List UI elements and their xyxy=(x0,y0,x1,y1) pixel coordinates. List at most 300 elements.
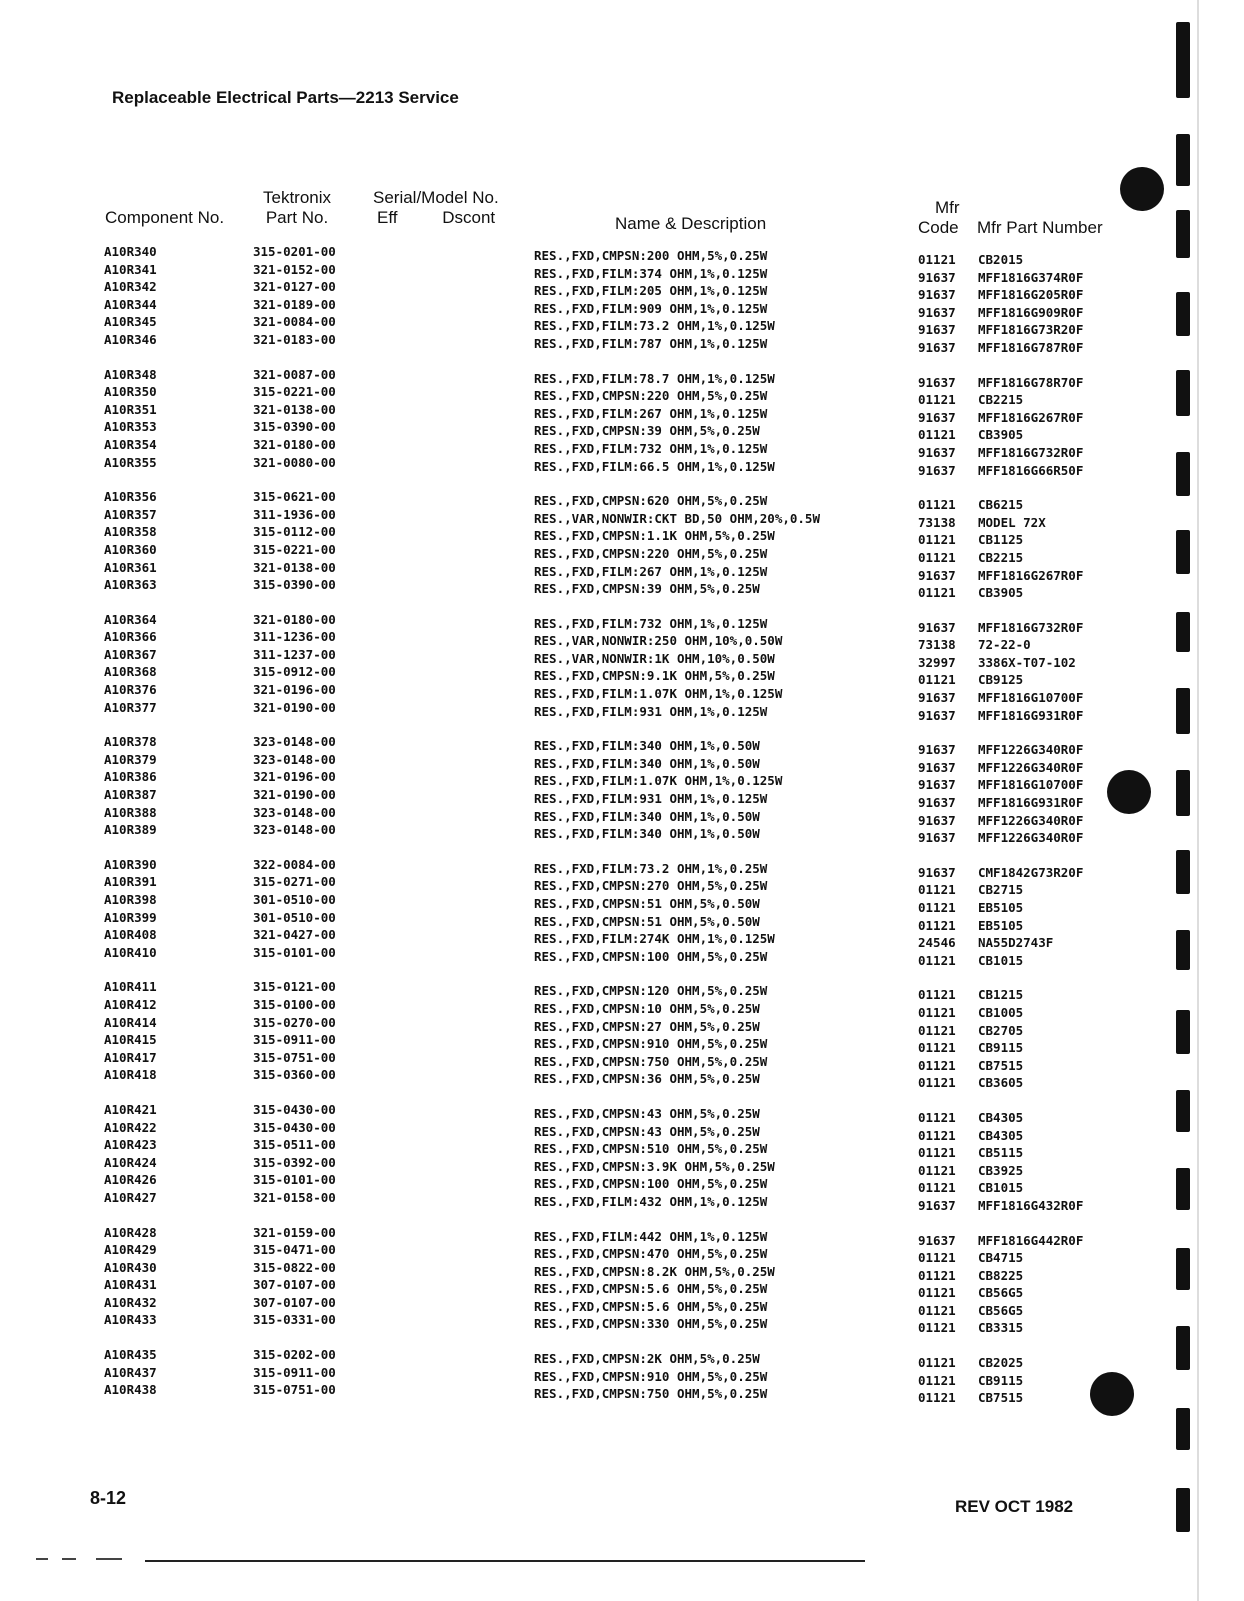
table-row xyxy=(0,944,1150,968)
column-header-name-description: Name & Description xyxy=(615,214,767,233)
component-number-cell: A10R366 xyxy=(104,629,157,645)
component-number-cell: A10R353 xyxy=(104,419,157,435)
tektronix-part-cell: 315-0112-00 xyxy=(253,524,336,540)
mfr-part-number-cell: CB8225 xyxy=(978,1267,1024,1283)
table-row xyxy=(0,1067,1150,1091)
table-row xyxy=(0,261,1150,285)
tektronix-part-cell: 321-0138-00 xyxy=(253,401,336,417)
table-row xyxy=(0,436,1150,460)
table-row xyxy=(0,822,1150,846)
edge-tab-mark xyxy=(1176,850,1190,894)
mfr-code-cell: 73138 xyxy=(918,637,956,653)
description-cell: RES.,FXD,CMPSN:36 OHM,5%,0.25W xyxy=(534,1071,760,1087)
mfr-part-number-cell: CB56G5 xyxy=(978,1285,1024,1301)
table-row xyxy=(0,331,1150,355)
description-cell: RES.,FXD,CMPSN:2K OHM,5%,0.25W xyxy=(534,1351,760,1367)
bottom-rule xyxy=(145,1560,865,1562)
mfr-part-number-cell: CB2215 xyxy=(978,549,1024,565)
mfr-code-cell: 01121 xyxy=(918,549,956,565)
bottom-dash xyxy=(36,1558,48,1560)
tektronix-part-cell: 315-0100-00 xyxy=(253,996,336,1012)
component-number-cell: A10R388 xyxy=(104,804,157,820)
mfr-part-number-cell: 72-22-0 xyxy=(978,637,1031,653)
mfr-part-number-cell: CB9115 xyxy=(978,1372,1024,1388)
tektronix-part-cell: 301-0510-00 xyxy=(253,892,336,907)
tektronix-part-cell: 301-0510-00 xyxy=(253,909,336,925)
mfr-code-cell: 01121 xyxy=(918,252,956,267)
mfr-code-cell: 91637 xyxy=(918,1197,956,1213)
tektronix-part-cell: 311-1936-00 xyxy=(253,506,336,522)
description-cell: RES.,FXD,CMPSN:270 OHM,5%,0.25W xyxy=(534,878,768,894)
column-header-serial-line1: Serial/Model No. xyxy=(373,188,499,207)
tektronix-part-cell: 315-0430-00 xyxy=(253,1119,336,1135)
table-row xyxy=(0,892,1150,915)
description-cell: RES.,FXD,CMPSN:5.6 OHM,5%,0.25W xyxy=(534,1298,768,1314)
mfr-code-cell: 01121 xyxy=(918,585,956,601)
mfr-part-number-cell: MFF1816G931R0F xyxy=(978,707,1084,723)
edge-tab-mark xyxy=(1176,1326,1190,1370)
table-row xyxy=(0,1347,1150,1371)
tektronix-part-cell: 315-0751-00 xyxy=(253,1382,336,1398)
component-number-cell: A10R408 xyxy=(104,927,157,943)
component-number-cell: A10R410 xyxy=(104,944,157,960)
table-row xyxy=(0,524,1150,548)
tektronix-part-cell: 315-0390-00 xyxy=(253,577,336,593)
component-number-cell: A10R438 xyxy=(104,1382,157,1398)
description-cell: RES.,FXD,CMPSN:470 OHM,5%,0.25W xyxy=(534,1246,768,1262)
mfr-code-cell: 01121 xyxy=(918,1355,956,1371)
mfr-code-cell: 91637 xyxy=(918,795,956,811)
component-number-cell: A10R348 xyxy=(104,366,157,382)
parts-group xyxy=(0,1224,1150,1336)
mfr-code-cell: 01121 xyxy=(918,1267,956,1283)
mfr-code-cell: 91637 xyxy=(918,444,956,460)
edge-tab-mark xyxy=(1176,1408,1190,1450)
mfr-code-cell: 01121 xyxy=(918,882,956,898)
component-number-cell: A10R430 xyxy=(104,1259,157,1275)
tektronix-part-cell: 307-0107-00 xyxy=(253,1277,336,1293)
mfr-code-cell: 91637 xyxy=(918,304,956,320)
mfr-code-cell: 91637 xyxy=(918,777,956,793)
description-cell: RES.,FXD,FILM:931 OHM,1%,0.125W xyxy=(534,791,768,807)
table-row xyxy=(0,734,1150,758)
description-cell: RES.,FXD,FILM:205 OHM,1%,0.125W xyxy=(534,283,768,299)
binder-hole-mark xyxy=(1090,1372,1134,1416)
mfr-part-number-cell: CB2215 xyxy=(978,392,1024,408)
tektronix-part-cell: 315-0121-00 xyxy=(253,979,336,995)
description-cell: RES.,FXD,FILM:73.2 OHM,1%,0.125W xyxy=(534,318,775,334)
component-number-cell: A10R437 xyxy=(104,1364,157,1380)
description-cell: RES.,FXD,CMPSN:10 OHM,5%,0.25W xyxy=(534,1000,760,1016)
mfr-code-cell: 01121 xyxy=(918,672,956,688)
description-cell: RES.,FXD,FILM:1.07K OHM,1%,0.125W xyxy=(534,773,783,789)
parts-group xyxy=(0,979,1150,1091)
mfr-part-number-cell: MFF1816G10700F xyxy=(978,777,1084,793)
bottom-dash xyxy=(62,1558,76,1560)
tektronix-part-cell: 321-0127-00 xyxy=(253,279,336,295)
component-number-cell: A10R354 xyxy=(104,436,157,452)
mfr-code-cell: 01121 xyxy=(918,987,956,1003)
table-row xyxy=(0,804,1150,828)
description-cell: RES.,FXD,CMPSN:51 OHM,5%,0.50W xyxy=(534,896,760,911)
tektronix-part-cell: 315-0221-00 xyxy=(253,541,336,557)
table-row xyxy=(0,559,1150,583)
mfr-part-number-cell: CB6215 xyxy=(978,497,1024,513)
tektronix-part-cell: 321-0087-00 xyxy=(253,366,336,382)
parts-table xyxy=(0,244,1150,1417)
mfr-code-cell: 91637 xyxy=(918,707,956,723)
table-row xyxy=(0,1242,1150,1266)
table-row xyxy=(0,751,1150,775)
tektronix-part-cell: 315-0392-00 xyxy=(253,1154,336,1170)
table-row xyxy=(0,699,1150,723)
binder-hole-mark xyxy=(1120,167,1164,211)
table-row xyxy=(0,366,1150,390)
component-number-cell: A10R344 xyxy=(104,296,157,312)
component-number-cell: A10R367 xyxy=(104,646,157,662)
description-cell: RES.,FXD,CMPSN:910 OHM,5%,0.25W xyxy=(534,1036,768,1052)
tektronix-part-cell: 315-0360-00 xyxy=(253,1067,336,1083)
mfr-part-number-cell: CB1125 xyxy=(978,532,1024,548)
tektronix-part-cell: 321-0189-00 xyxy=(253,296,336,312)
description-cell: RES.,FXD,FILM:73.2 OHM,1%,0.25W xyxy=(534,860,768,876)
mfr-code-cell: 91637 xyxy=(918,287,956,303)
table-row xyxy=(0,1312,1150,1336)
description-cell: RES.,FXD,CMPSN:200 OHM,5%,0.25W xyxy=(534,248,768,263)
tektronix-part-cell: 315-0912-00 xyxy=(253,664,336,680)
bottom-dash xyxy=(96,1558,122,1560)
description-cell: RES.,FXD,FILM:432 OHM,1%,0.125W xyxy=(534,1193,768,1209)
column-header-component: Component No. xyxy=(105,208,225,227)
tektronix-part-cell: 315-0390-00 xyxy=(253,419,336,435)
description-cell: RES.,FXD,CMPSN:5.6 OHM,5%,0.25W xyxy=(534,1281,768,1297)
mfr-part-number-cell: CB5115 xyxy=(978,1145,1024,1161)
edge-tab-mark xyxy=(1176,530,1190,574)
parts-group xyxy=(0,244,1150,355)
edge-tab-mark xyxy=(1176,1488,1190,1532)
component-number-cell: A10R376 xyxy=(104,682,157,698)
description-cell: RES.,FXD,CMPSN:8.2K OHM,5%,0.25W xyxy=(534,1263,775,1279)
tektronix-part-cell: 315-0822-00 xyxy=(253,1259,336,1275)
tektronix-part-cell: 315-0331-00 xyxy=(253,1312,336,1328)
mfr-part-number-cell: MFF1816G73R20F xyxy=(978,322,1084,338)
mfr-part-number-cell: MFF1816G442R0F xyxy=(978,1232,1084,1248)
table-row xyxy=(0,244,1150,267)
table-row xyxy=(0,646,1150,670)
mfr-part-number-cell: 3386X-T07-102 xyxy=(978,654,1076,670)
description-cell: RES.,FXD,FILM:732 OHM,1%,0.125W xyxy=(534,615,768,631)
description-cell: RES.,FXD,CMPSN:750 OHM,5%,0.25W xyxy=(534,1386,768,1402)
mfr-code-cell: 01121 xyxy=(918,1320,956,1336)
mfr-part-number-cell: MFF1816G78R70F xyxy=(978,374,1084,390)
edge-tab-mark xyxy=(1176,370,1190,416)
tektronix-part-cell: 315-0911-00 xyxy=(253,1032,336,1048)
table-row xyxy=(0,996,1150,1020)
description-cell: RES.,FXD,CMPSN:510 OHM,5%,0.25W xyxy=(534,1141,768,1157)
tektronix-part-cell: 323-0148-00 xyxy=(253,822,336,838)
component-number-cell: A10R363 xyxy=(104,577,157,593)
parts-group xyxy=(0,611,1150,723)
table-row xyxy=(0,1277,1150,1301)
table-row xyxy=(0,769,1150,793)
description-cell: RES.,FXD,FILM:787 OHM,1%,0.125W xyxy=(534,335,768,351)
mfr-part-number-cell: CB3905 xyxy=(978,585,1024,601)
edge-tab-mark xyxy=(1176,612,1190,652)
tektronix-part-cell: 321-0427-00 xyxy=(253,927,336,943)
tektronix-part-cell: 311-1236-00 xyxy=(253,629,336,645)
binder-hole-mark xyxy=(1107,770,1151,814)
table-row xyxy=(0,506,1150,530)
mfr-code-cell: 01121 xyxy=(918,952,956,968)
component-number-cell: A10R422 xyxy=(104,1119,157,1135)
column-header-serial-model xyxy=(373,188,499,228)
mfr-part-number-cell: MFF1816G205R0F xyxy=(978,287,1084,303)
component-number-cell: A10R423 xyxy=(104,1137,157,1153)
tektronix-part-cell: 321-0196-00 xyxy=(253,682,336,698)
tektronix-part-cell: 321-0180-00 xyxy=(253,436,336,452)
column-header-serial-subheads xyxy=(373,208,499,228)
description-cell: RES.,FXD,CMPSN:43 OHM,5%,0.25W xyxy=(534,1123,760,1139)
component-number-cell: A10R433 xyxy=(104,1312,157,1328)
mfr-code-cell: 01121 xyxy=(918,917,956,933)
mfr-part-number-cell: MFF1816G374R0F xyxy=(978,269,1084,285)
description-cell: RES.,FXD,FILM:78.7 OHM,1%,0.125W xyxy=(534,370,775,386)
column-header-mfr-code xyxy=(918,198,960,238)
page-edge-rule xyxy=(1197,0,1199,1601)
mfr-part-number-cell: MODEL 72X xyxy=(978,514,1046,530)
tektronix-part-cell: 315-0101-00 xyxy=(253,1172,336,1188)
description-cell: RES.,FXD,CMPSN:910 OHM,5%,0.25W xyxy=(534,1368,768,1384)
mfr-part-number-cell: CB1015 xyxy=(978,1180,1024,1196)
description-cell: RES.,FXD,CMPSN:220 OHM,5%,0.25W xyxy=(534,388,768,404)
description-cell: RES.,FXD,FILM:267 OHM,1%,0.125W xyxy=(534,405,768,421)
column-header-tektronix-part xyxy=(263,188,331,228)
description-cell: RES.,FXD,FILM:374 OHM,1%,0.125W xyxy=(534,265,768,281)
edge-tab-mark xyxy=(1176,1090,1190,1132)
mfr-code-cell: 01121 xyxy=(918,1109,956,1125)
tektronix-part-cell: 315-0271-00 xyxy=(253,874,336,890)
mfr-part-number-cell: CB7515 xyxy=(978,1390,1024,1406)
tektronix-part-cell: 315-0430-00 xyxy=(253,1101,336,1117)
mfr-code-cell: 01121 xyxy=(918,1075,956,1091)
description-cell: RES.,FXD,FILM:909 OHM,1%,0.125W xyxy=(534,300,768,316)
mfr-part-number-cell: EB5105 xyxy=(978,917,1024,933)
mfr-part-number-cell: CB9115 xyxy=(978,1040,1024,1056)
tektronix-part-cell: 321-0138-00 xyxy=(253,559,336,575)
description-cell: RES.,FXD,CMPSN:43 OHM,5%,0.25W xyxy=(534,1105,760,1121)
table-row xyxy=(0,1224,1150,1248)
table-row xyxy=(0,787,1150,811)
column-header-mfr-line1: Mfr xyxy=(935,198,960,217)
column-header-mfr-line2: Code xyxy=(918,218,959,237)
mfr-part-number-cell: CB3315 xyxy=(978,1320,1024,1336)
component-number-cell: A10R351 xyxy=(104,401,157,417)
table-row xyxy=(0,1137,1150,1161)
component-number-cell: A10R415 xyxy=(104,1032,157,1048)
mfr-part-number-cell: MFF1226G340R0F xyxy=(978,742,1084,758)
tektronix-part-cell: 321-0190-00 xyxy=(253,787,336,803)
parts-group xyxy=(0,489,1150,601)
description-cell: RES.,FXD,FILM:1.07K OHM,1%,0.125W xyxy=(534,686,783,702)
component-number-cell: A10R412 xyxy=(104,996,157,1012)
description-cell: RES.,FXD,FILM:732 OHM,1%,0.125W xyxy=(534,440,768,456)
mfr-part-number-cell: NA55D2743F xyxy=(978,935,1054,951)
parts-group xyxy=(0,1101,1150,1213)
table-row xyxy=(0,611,1150,635)
description-cell: RES.,VAR,NONWIR:1K OHM,10%,0.50W xyxy=(534,650,775,666)
table-row xyxy=(0,909,1150,933)
column-header-mfr-part-number: Mfr Part Number xyxy=(977,218,1103,237)
tektronix-part-cell: 321-0190-00 xyxy=(253,699,336,715)
component-number-cell: A10R346 xyxy=(104,331,157,347)
mfr-part-number-cell: CB7515 xyxy=(978,1057,1024,1073)
mfr-code-cell: 01121 xyxy=(918,1372,956,1388)
component-number-cell: A10R435 xyxy=(104,1347,157,1363)
edge-tab-mark xyxy=(1176,134,1190,186)
tektronix-part-cell: 321-0158-00 xyxy=(253,1189,336,1205)
component-number-cell: A10R387 xyxy=(104,787,157,803)
mfr-code-cell: 01121 xyxy=(918,1127,956,1143)
mfr-part-number-cell: CB56G5 xyxy=(978,1302,1024,1318)
tektronix-part-cell: 315-0201-00 xyxy=(253,244,336,259)
description-cell: RES.,FXD,FILM:442 OHM,1%,0.125W xyxy=(534,1228,768,1244)
mfr-code-cell: 91637 xyxy=(918,462,956,478)
edge-tab-mark xyxy=(1176,930,1190,970)
tektronix-part-cell: 315-0202-00 xyxy=(253,1347,336,1363)
component-number-cell: A10R379 xyxy=(104,751,157,767)
mfr-code-cell: 01121 xyxy=(918,1162,956,1178)
mfr-part-number-cell: MFF1816G732R0F xyxy=(978,444,1084,460)
edge-tab-mark xyxy=(1176,1010,1190,1054)
mfr-code-cell: 91637 xyxy=(918,619,956,635)
mfr-code-cell: 91637 xyxy=(918,1232,956,1248)
column-header-dscont: Dscont xyxy=(442,208,496,227)
mfr-code-cell: 91637 xyxy=(918,567,956,583)
table-row xyxy=(0,401,1150,425)
description-cell: RES.,FXD,CMPSN:100 OHM,5%,0.25W xyxy=(534,948,768,964)
edge-tab-mark xyxy=(1176,452,1190,496)
table-row xyxy=(0,1364,1150,1388)
description-cell: RES.,FXD,CMPSN:120 OHM,5%,0.25W xyxy=(534,983,768,999)
table-row xyxy=(0,1189,1150,1213)
component-number-cell: A10R350 xyxy=(104,384,157,400)
component-number-cell: A10R428 xyxy=(104,1224,157,1240)
table-row xyxy=(0,1382,1150,1406)
tektronix-part-cell: 323-0148-00 xyxy=(253,734,336,750)
component-number-cell: A10R364 xyxy=(104,611,157,627)
component-number-cell: A10R355 xyxy=(104,454,157,470)
mfr-code-cell: 01121 xyxy=(918,1180,956,1196)
component-number-cell: A10R391 xyxy=(104,874,157,890)
mfr-code-cell: 91637 xyxy=(918,339,956,355)
tektronix-part-cell: 323-0148-00 xyxy=(253,804,336,820)
mfr-part-number-cell: MFF1816G66R50F xyxy=(978,462,1084,478)
component-number-cell: A10R377 xyxy=(104,699,157,715)
description-cell: RES.,FXD,CMPSN:330 OHM,5%,0.25W xyxy=(534,1316,768,1332)
tektronix-part-cell: 321-0159-00 xyxy=(253,1224,336,1240)
table-row xyxy=(0,577,1150,601)
description-cell: RES.,FXD,CMPSN:3.9K OHM,5%,0.25W xyxy=(534,1158,775,1174)
table-row xyxy=(0,314,1150,338)
table-row xyxy=(0,1154,1150,1178)
mfr-part-number-cell: MFF1226G340R0F xyxy=(978,759,1084,775)
page-header: Replaceable Electrical Parts—2213 Service xyxy=(112,88,459,107)
component-number-cell: A10R386 xyxy=(104,769,157,785)
mfr-code-cell: 91637 xyxy=(918,742,956,758)
table-row xyxy=(0,279,1150,303)
mfr-part-number-cell: MFF1816G267R0F xyxy=(978,567,1084,583)
tektronix-part-cell: 321-0183-00 xyxy=(253,331,336,347)
tektronix-part-cell: 315-0471-00 xyxy=(253,1242,336,1258)
table-row xyxy=(0,1259,1150,1283)
mfr-part-number-cell: CB1005 xyxy=(978,1004,1024,1020)
table-row xyxy=(0,979,1150,1003)
mfr-part-number-cell: CMF1842G73R20F xyxy=(978,864,1084,880)
mfr-part-number-cell: CB2025 xyxy=(978,1355,1024,1371)
mfr-part-number-cell: MFF1816G732R0F xyxy=(978,619,1084,635)
description-cell: RES.,FXD,CMPSN:39 OHM,5%,0.25W xyxy=(534,581,760,597)
description-cell: RES.,FXD,FILM:274K OHM,1%,0.125W xyxy=(534,931,775,947)
component-number-cell: A10R358 xyxy=(104,524,157,540)
mfr-code-cell: 91637 xyxy=(918,690,956,706)
mfr-part-number-cell: CB3605 xyxy=(978,1075,1024,1091)
tektronix-part-cell: 321-0084-00 xyxy=(253,314,336,330)
component-number-cell: A10R340 xyxy=(104,244,157,259)
component-number-cell: A10R414 xyxy=(104,1014,157,1030)
mfr-part-number-cell: CB9125 xyxy=(978,672,1024,688)
mfr-part-number-cell: CB2715 xyxy=(978,882,1024,898)
component-number-cell: A10R341 xyxy=(104,261,157,277)
table-row xyxy=(0,1119,1150,1143)
description-cell: RES.,FXD,CMPSN:220 OHM,5%,0.25W xyxy=(534,545,768,561)
tektronix-part-cell: 322-0084-00 xyxy=(253,856,336,872)
tektronix-part-cell: 315-0911-00 xyxy=(253,1364,336,1380)
mfr-part-number-cell: CB2705 xyxy=(978,1022,1024,1038)
component-number-cell: A10R368 xyxy=(104,664,157,680)
mfr-part-number-cell: CB3925 xyxy=(978,1162,1024,1178)
mfr-code-cell: 32997 xyxy=(918,654,956,670)
mfr-code-cell: 24546 xyxy=(918,935,956,951)
mfr-code-cell: 01121 xyxy=(918,1145,956,1161)
component-number-cell: A10R424 xyxy=(104,1154,157,1170)
table-row xyxy=(0,384,1150,408)
mfr-code-cell: 91637 xyxy=(918,812,956,828)
component-number-cell: A10R431 xyxy=(104,1277,157,1293)
mfr-code-cell: 01121 xyxy=(918,392,956,408)
parts-group xyxy=(0,366,1150,478)
tektronix-part-cell: 315-0511-00 xyxy=(253,1137,336,1153)
page-number: 8-12 xyxy=(90,1488,127,1508)
mfr-part-number-cell: MFF1816G931R0F xyxy=(978,795,1084,811)
table-row xyxy=(0,629,1150,653)
component-number-cell: A10R411 xyxy=(104,979,157,995)
mfr-part-number-cell: CB1215 xyxy=(978,987,1024,1003)
mfr-code-cell: 73138 xyxy=(918,514,956,530)
tektronix-part-cell: 315-0751-00 xyxy=(253,1049,336,1065)
mfr-part-number-cell: CB4305 xyxy=(978,1127,1024,1143)
description-cell: RES.,FXD,FILM:340 OHM,1%,0.50W xyxy=(534,755,760,771)
mfr-part-number-cell: MFF1816G432R0F xyxy=(978,1197,1084,1213)
edge-tab-mark xyxy=(1176,210,1190,258)
table-row xyxy=(0,682,1150,706)
mfr-code-cell: 91637 xyxy=(918,322,956,338)
mfr-code-cell: 01121 xyxy=(918,1302,956,1318)
table-row xyxy=(0,927,1150,951)
mfr-part-number-cell: MFF1816G10700F xyxy=(978,690,1084,706)
component-number-cell: A10R427 xyxy=(104,1189,157,1205)
description-cell: RES.,FXD,FILM:340 OHM,1%,0.50W xyxy=(534,826,760,842)
mfr-part-number-cell: EB5105 xyxy=(978,900,1024,915)
